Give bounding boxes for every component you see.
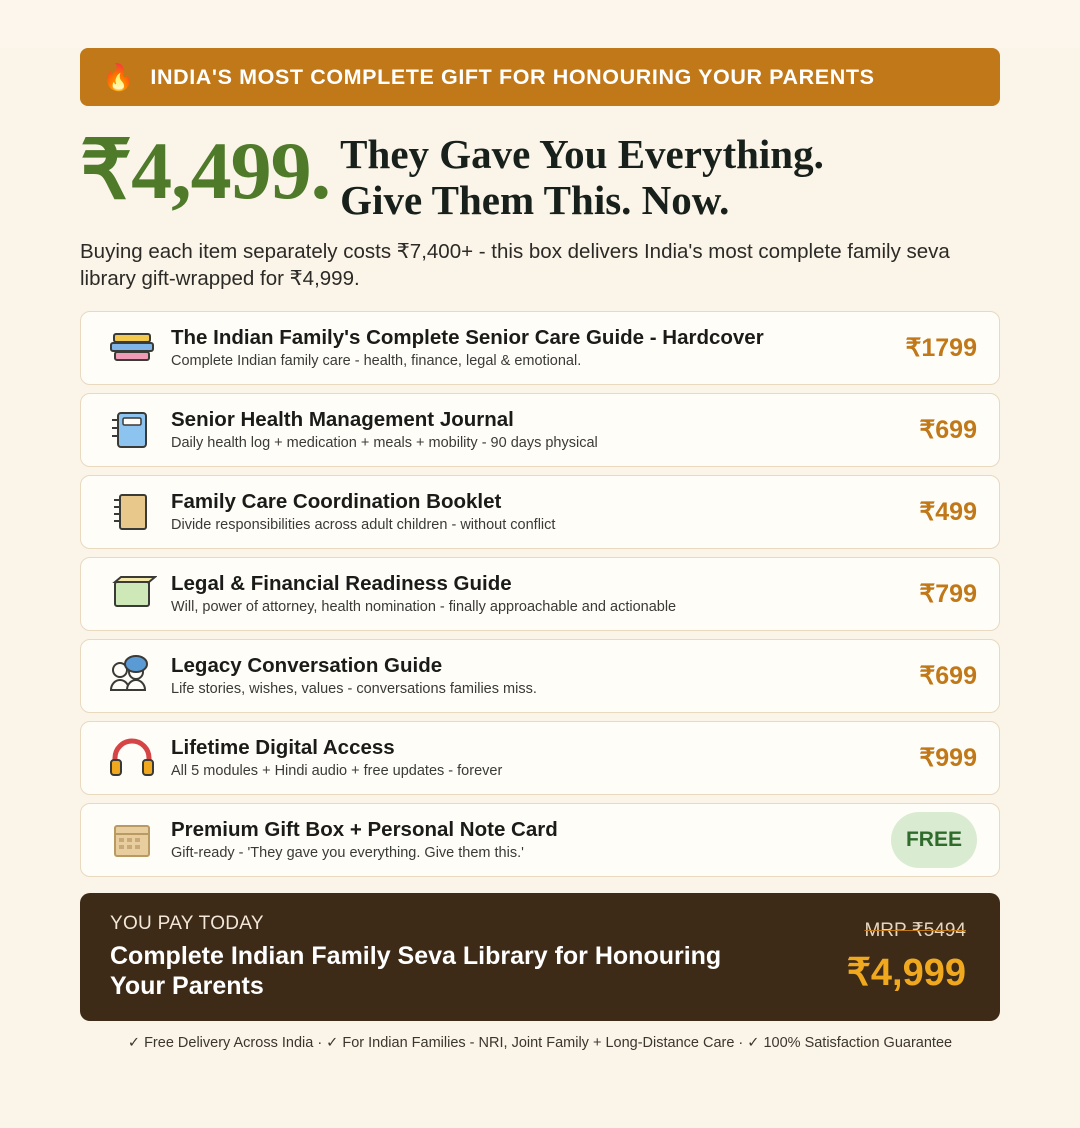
headphones-icon bbox=[99, 732, 165, 784]
item-price: ₹499 bbox=[919, 498, 977, 527]
item-list bbox=[80, 311, 1000, 877]
gift-box-icon bbox=[99, 814, 165, 866]
item-title: Lifetime Digital Access bbox=[171, 735, 395, 759]
headline-price: ₹4,499. bbox=[80, 125, 331, 216]
promo-page bbox=[0, 48, 1080, 1128]
list-item bbox=[80, 311, 1000, 385]
item-desc: All 5 modules + Hindi audio + free updates - forever bbox=[171, 763, 503, 780]
pay-amount: ₹4,999 bbox=[846, 952, 966, 995]
headline bbox=[80, 125, 1000, 224]
list-item bbox=[80, 475, 1000, 549]
headline-line-1: They Gave You Everything. bbox=[340, 131, 824, 177]
item-desc: Daily health log + medication + meals + mobility - 90 days physical bbox=[171, 435, 598, 452]
item-price: ₹699 bbox=[919, 662, 977, 691]
item-title: Family Care Coordination Booklet bbox=[171, 489, 502, 513]
item-title: The Indian Family's Complete Senior Care Guide - Hardcover bbox=[171, 325, 764, 349]
item-title: Senior Health Management Journal bbox=[171, 407, 514, 431]
headline-text bbox=[340, 132, 824, 224]
item-price: ₹699 bbox=[919, 416, 977, 445]
item-title: Legacy Conversation Guide bbox=[171, 653, 443, 677]
trust-line: ✓ Free Delivery Across India · ✓ For Indian Families - NRI, Joint Family + Long-Distance Care · ✓ 100% Satisfaction Guarantee bbox=[127, 1035, 953, 1052]
pay-today-box bbox=[80, 893, 1000, 1021]
item-desc: Complete Indian family care - health, finance, legal & emotional. bbox=[171, 353, 582, 370]
item-price: ₹1799 bbox=[905, 334, 977, 363]
item-title: Legal & Financial Readiness Guide bbox=[171, 571, 512, 595]
item-desc: Life stories, wishes, values - conversations families miss. bbox=[171, 681, 537, 698]
headline-line-2: Give Them This. Now. bbox=[340, 176, 730, 223]
spiral-booklet-icon bbox=[99, 486, 165, 538]
list-item bbox=[80, 639, 1000, 713]
banner-text: INDIA'S MOST COMPLETE GIFT FOR HONOURING YOUR PARENTS bbox=[150, 64, 875, 89]
item-desc: Will, power of attorney, health nomination - finally approachable and actionable bbox=[171, 599, 677, 616]
item-price: ₹999 bbox=[919, 744, 977, 773]
top-banner bbox=[80, 48, 1000, 106]
list-item bbox=[80, 721, 1000, 795]
conversation-bubbles-icon bbox=[99, 650, 165, 702]
books-stack-icon bbox=[99, 322, 165, 374]
item-desc: Gift-ready - 'They gave you everything. Give them this.' bbox=[171, 845, 524, 862]
list-item bbox=[80, 803, 1000, 877]
status-badge: FREE bbox=[891, 812, 977, 868]
list-item bbox=[80, 557, 1000, 631]
subcopy: Buying each item separately costs ₹7,400+ - this box delivers India's most complete family seva library gift-wrapped for ₹4,999. bbox=[80, 239, 950, 291]
notebook-journal-icon bbox=[99, 404, 165, 456]
mrp-strikethrough: MRP ₹5494 bbox=[864, 920, 966, 942]
item-desc: Divide responsibilities across adult children - without conflict bbox=[171, 517, 556, 534]
pay-title: Complete Indian Family Seva Library for Honouring Your Parents bbox=[110, 941, 722, 1001]
list-item bbox=[80, 393, 1000, 467]
green-book-icon bbox=[99, 568, 165, 620]
pay-label: YOU PAY TODAY bbox=[110, 912, 264, 934]
item-title: Premium Gift Box + Personal Note Card bbox=[171, 817, 558, 841]
fire-icon: 🔥 bbox=[102, 62, 135, 92]
item-price: ₹799 bbox=[919, 580, 977, 609]
